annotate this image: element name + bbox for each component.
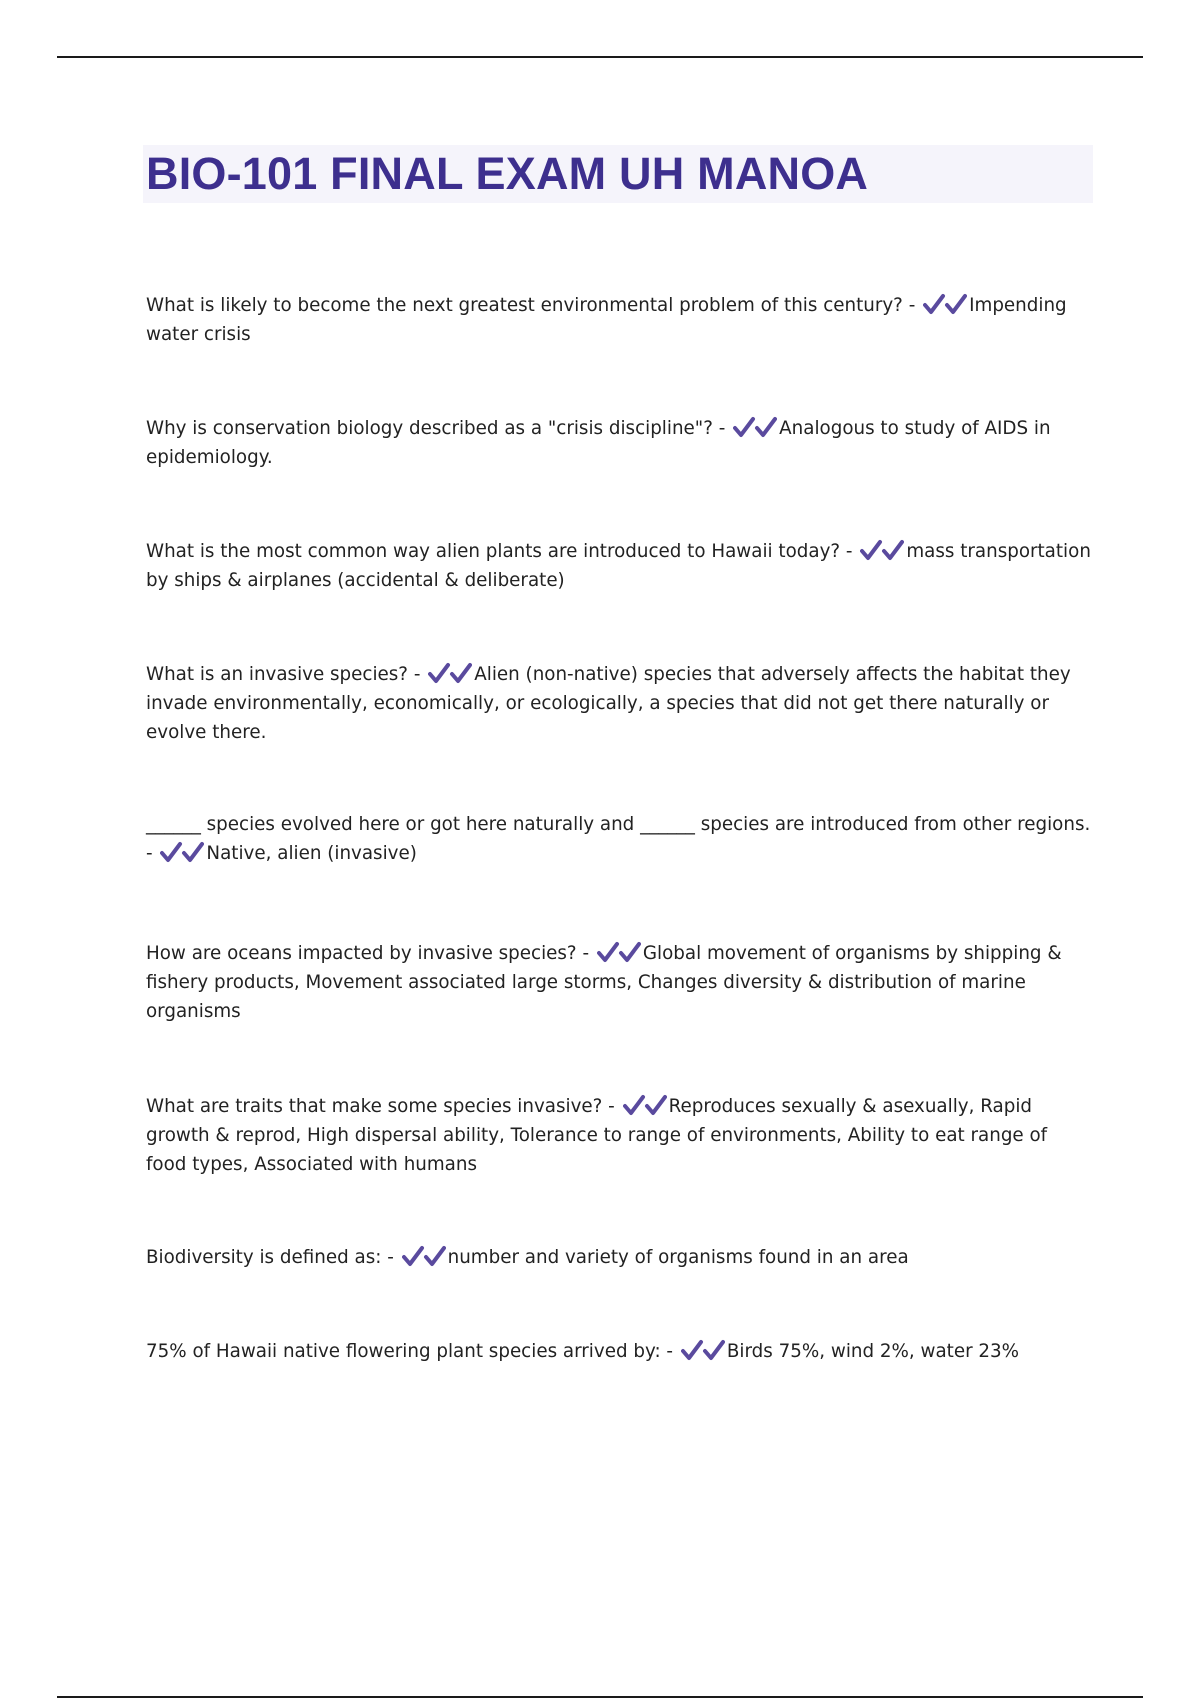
- bottom-divider: [57, 1696, 1143, 1698]
- check-mark-icon: [733, 416, 777, 438]
- answer-text: Birds 75%, wind 2%, water 23%: [726, 1341, 1020, 1362]
- question-text: 75% of Hawaii native flowering plant species arrived by:: [146, 1341, 661, 1362]
- separator: -: [902, 295, 922, 316]
- question-text: What is an invasive species?: [146, 664, 409, 685]
- check-mark-icon: [428, 662, 472, 684]
- answer-text: Reproduces sexually & asexually, Rapid growth & reprod, High dispersal ability, Tolerance to range of environments, Ability to eat range of food types, Associated with humans: [146, 1096, 1048, 1175]
- separator: -: [408, 664, 427, 685]
- qa-item: [146, 537, 1092, 595]
- question-text: ______ species evolved here or got here naturally and ______ species are introduced from other regions.: [146, 814, 1091, 835]
- separator: -: [712, 418, 732, 439]
- qa-item: [146, 291, 1092, 349]
- answer-text: Global movement of organisms by shipping & fishery products, Movement associated large storms, Changes diversity & distribution of marine organisms: [146, 943, 1062, 1022]
- answer-text: Impending water crisis: [146, 295, 1067, 345]
- separator: -: [660, 1341, 679, 1362]
- qa-item: [146, 414, 1092, 472]
- answer-text: Alien (non-native) species that adversely affects the habitat they invade environmentally, economically, or ecologically, a species that did not get there naturally or evolve there.: [146, 664, 1071, 743]
- check-mark-icon: [623, 1094, 667, 1116]
- question-text: Why is conservation biology described as a "crisis discipline"?: [146, 418, 713, 439]
- check-mark-icon: [681, 1339, 725, 1361]
- qa-item: [146, 1092, 1092, 1179]
- answer-text: mass transportation by ships & airplanes (accidental & deliberate): [146, 541, 1091, 591]
- check-mark-icon: [860, 539, 904, 561]
- qa-item: [146, 810, 1092, 868]
- qa-item: [146, 939, 1092, 1026]
- question-text: What is the most common way alien plants are introduced to Hawaii today?: [146, 541, 841, 562]
- qa-item: [146, 1337, 1092, 1366]
- check-mark-icon: [923, 293, 967, 315]
- answer-text: Analogous to study of AIDS in epidemiology.: [146, 418, 1051, 468]
- question-text: Biodiversity is defined as:: [146, 1247, 382, 1268]
- qa-item: [146, 660, 1092, 747]
- separator: -: [146, 843, 159, 864]
- check-mark-icon: [402, 1245, 446, 1267]
- qa-item: [146, 1243, 1092, 1272]
- check-mark-icon: [160, 841, 204, 863]
- separator: -: [576, 943, 595, 964]
- answer-text: number and variety of organisms found in an area: [447, 1247, 909, 1268]
- separator: -: [602, 1096, 621, 1117]
- question-text: What are traits that make some species invasive?: [146, 1096, 603, 1117]
- document-title: BIO-101 FINAL EXAM UH MANOA: [146, 148, 869, 199]
- top-divider: [57, 56, 1143, 58]
- separator: -: [381, 1247, 400, 1268]
- question-text: How are oceans impacted by invasive species?: [146, 943, 577, 964]
- separator: -: [840, 541, 859, 562]
- answer-text: Native, alien (invasive): [206, 843, 417, 864]
- check-mark-icon: [597, 941, 641, 963]
- question-text: What is likely to become the next greatest environmental problem of this century?: [146, 295, 903, 316]
